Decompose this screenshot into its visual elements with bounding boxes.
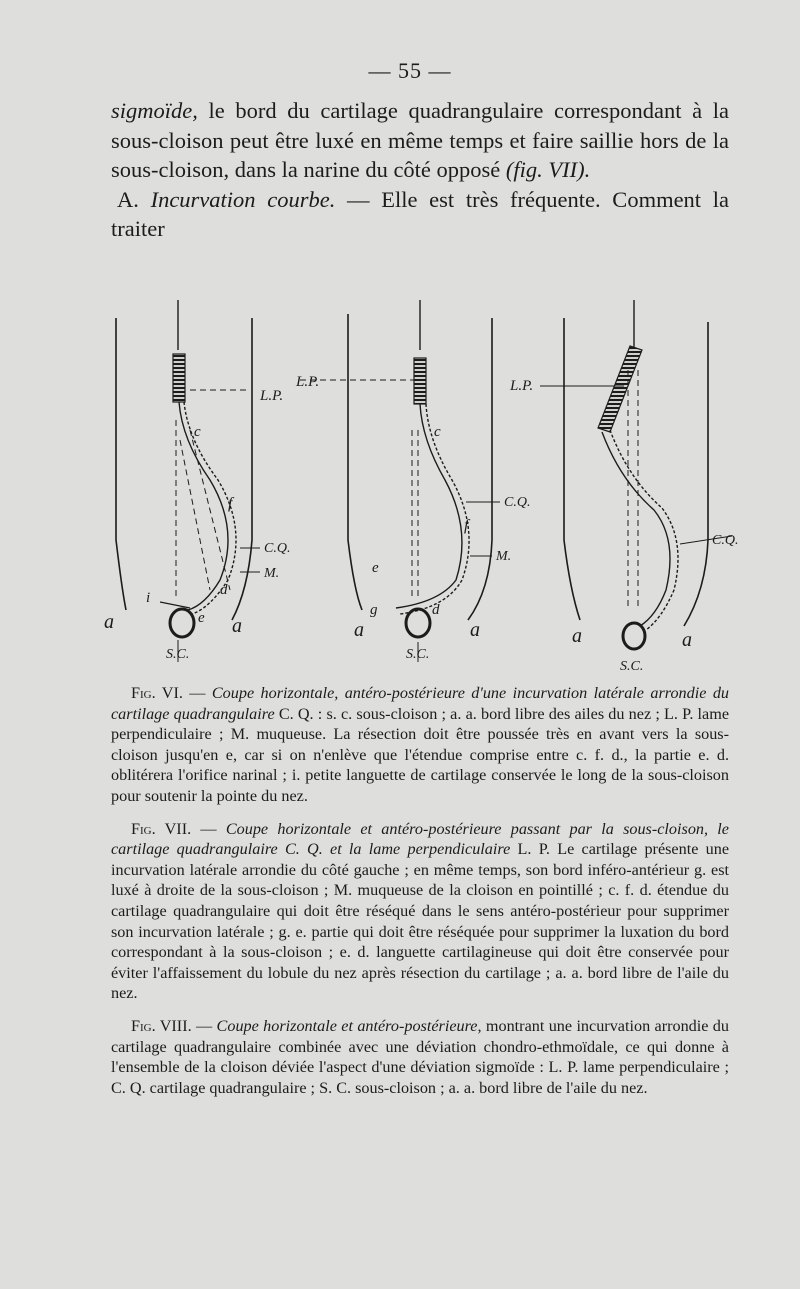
label-e-1: e xyxy=(198,610,205,626)
caption-fig-8-label: Fig. VIII. xyxy=(131,1016,192,1035)
label-m-2: M. xyxy=(496,549,512,564)
caption-fig-7: Fig. VII. — Coupe horizontale et antéro-postérieure passant par la sous-cloison, le cartilage quadrangulaire C. Q. et la lame perpendiculaire L. P. Le cartilage présente une incurvation latérale arrondie du côté gauche ; en même temps, son bord inféro-antérieur g. est luxé à droite de la sous-cloison ; M. muqueuse de la cloison en pointillé ; c. f. d. étendue du cartilage quadrangulaire qui doit être réséqué dans le sens antéro-postérieur pour supprimer son incurvation latérale ; g. e. partie qui doit être réséquée pour supprimer la luxation du bord correspondant à la sous-cloison ; e. d. languette cartilagineuse qui doit être conservée pour éviter l'affaissement du lobule du nez après résection du cartilage ; a. a. bord libre de l'aile du nez. xyxy=(111,819,730,1003)
label-a-left-2: a xyxy=(354,619,364,641)
caption-fig-6-text: C. Q. : s. c. sous-cloison ; a. a. bord libre des ailes du nez ; L. P. lame perpendiculaire ; M. muqueuse. La résection doit être poussée très en avant vers la sous-cloison jusqu'en e, car si on n'enlève que l'étendue comprise entre c. f. d., la partie e. d. oblitérera l'orifice narinal ; i. petite languette de cartilage conservée le long de la sous-cloison pour soutenir la pointe du nez. xyxy=(111,704,729,805)
section-title: Incurvation courbe. xyxy=(150,186,336,212)
label-lp-1: L.P. xyxy=(260,388,284,404)
label-a-left-3: a xyxy=(572,625,582,647)
diagram-panel-3 xyxy=(509,300,738,674)
figure-captions xyxy=(111,683,729,1110)
label-cq-1: C.Q. xyxy=(264,541,291,556)
figure-illustration xyxy=(100,290,760,680)
label-lp-3: L.P. xyxy=(510,378,534,394)
caption-fig-6: Fig. VI. — Coupe horizontale, antéro-postérieure d'une incurvation latérale arrondie du cartilage quadrangulaire C. Q. : s. c. sous-cloison ; a. a. bord libre des ailes du nez ; L. P. lame perpendiculaire ; M. muqueuse. La résection doit être poussée très en avant vers la sous-cloison jusqu'en e, car si on n'enlève que l'étendue comprise entre c. f. d., la partie e. d. oblitérera l'orifice narinal ; i. petite languette de cartilage conservée le long de la sous-cloison pour soutenir la pointe du nez. xyxy=(111,684,730,805)
paragraph-2-text: — Elle est très fréquente. Comment la traiter xyxy=(111,186,729,241)
paragraph-2 xyxy=(111,185,729,244)
caption-fig-6-italic: Coupe horizontale, antéro-postérieure d'une incurvation latérale arrondie du cartilage quadrangulaire xyxy=(111,684,730,723)
label-cq-3: C.Q. xyxy=(712,533,739,548)
diagram-panel-1 xyxy=(104,300,290,662)
label-a-right-1: a xyxy=(232,615,242,637)
lame-perpendiculaire-2 xyxy=(414,358,426,404)
label-sc-1: S.C. xyxy=(166,647,190,662)
paragraph-1 xyxy=(111,96,729,185)
caption-fig-7-label: Fig. VII. xyxy=(131,819,192,838)
label-cq-2: C.Q. xyxy=(504,495,531,510)
label-f-2: f xyxy=(464,517,469,534)
label-f-1: f xyxy=(228,495,233,512)
caption-fig-7-text: L. P. Le cartilage présente une incurvation latérale arrondie du côté gauche ; en même temps, son bord inféro-antérieur g. est luxé à droite de la sous-cloison ; M. muqueuse de la cloison en pointillé ; c. f. d. étendue du cartilage quadrangulaire qui doit être réséqué dans le sens antéro-postérieur pour supprimer son incurvation latérale ; g. e. partie qui doit être réséquée pour supprimer la luxation du bord correspondant à la sous-cloison ; e. d. languette cartilagineuse qui doit être conservée pour éviter l'affaissement du lobule du nez après résection du cartilage ; a. a. bord libre de l'aile du nez. xyxy=(111,840,730,1003)
body-text xyxy=(111,96,729,244)
lame-perpendiculaire-3 xyxy=(598,346,642,432)
label-sc-2: S.C. xyxy=(406,647,430,662)
label-i-1: i xyxy=(146,590,151,606)
caption-fig-8-text: montrant une incurvation arrondie du cartilage quadrangulaire combinée avec une déviation chondro-ethmoïdale, ce qui donne à l'ensemble de la cloison déviée l'aspect d'une déviation sigmoïde : L. P. lame perpendiculaire ; C. Q. cartilage quadrangulaire ; S. C. sous-cloison ; a. a. bord libre de l'aile du nez. xyxy=(111,1016,729,1097)
figure-reference: (fig. VII). xyxy=(505,157,591,182)
paragraph-1-italic: sigmoïde, xyxy=(111,98,198,123)
caption-fig-7-italic: Coupe horizontale et antéro-postérieure passant par la sous-cloison, le cartilage quadrangulaire C. Q. et la lame perpendiculaire xyxy=(111,819,729,859)
label-d-2: d xyxy=(432,602,440,618)
label-m-1: M. xyxy=(264,566,280,581)
label-d-1: d xyxy=(220,582,228,598)
caption-fig-6-label: Fig. VI. xyxy=(131,684,183,702)
label-a-right-2: a xyxy=(470,619,480,641)
diagram-panel-2 xyxy=(295,300,530,662)
label-c-1: c xyxy=(194,424,201,440)
caption-fig-8-italic: Coupe horizontale et antéro-postérieure, xyxy=(216,1016,482,1035)
paragraph-1-text: le bord du cartilage quadrangulaire correspondant à la sous-cloison peut être luxé en même temps et faire saillie hors de la sous-cloison, dans la narine du côté opposé xyxy=(111,98,729,182)
section-label: A. xyxy=(117,186,151,212)
label-lp-2: L.P. xyxy=(296,374,320,390)
label-g-2: g xyxy=(370,602,378,618)
label-sc-3: S.C. xyxy=(620,659,644,674)
lame-perpendiculaire-1 xyxy=(173,354,185,402)
page-number: — 55 — xyxy=(368,58,452,83)
label-c-2: c xyxy=(434,424,441,440)
label-a-right-3: a xyxy=(682,629,692,651)
caption-fig-8: Fig. VIII. — Coupe horizontale et antéro-postérieure, montrant une incurvation arrondie du cartilage quadrangulaire combinée avec une déviation chondro-ethmoïdale, ce qui donne à l'ensemble de la cloison déviée l'aspect d'une déviation sigmoïde : L. P. lame perpendiculaire ; C. Q. cartilage quadrangulaire ; S. C. sous-cloison ; a. a. bord libre de l'aile du nez. xyxy=(111,1016,729,1097)
label-a-left-1: a xyxy=(104,611,114,633)
label-e-2: e xyxy=(372,560,379,576)
